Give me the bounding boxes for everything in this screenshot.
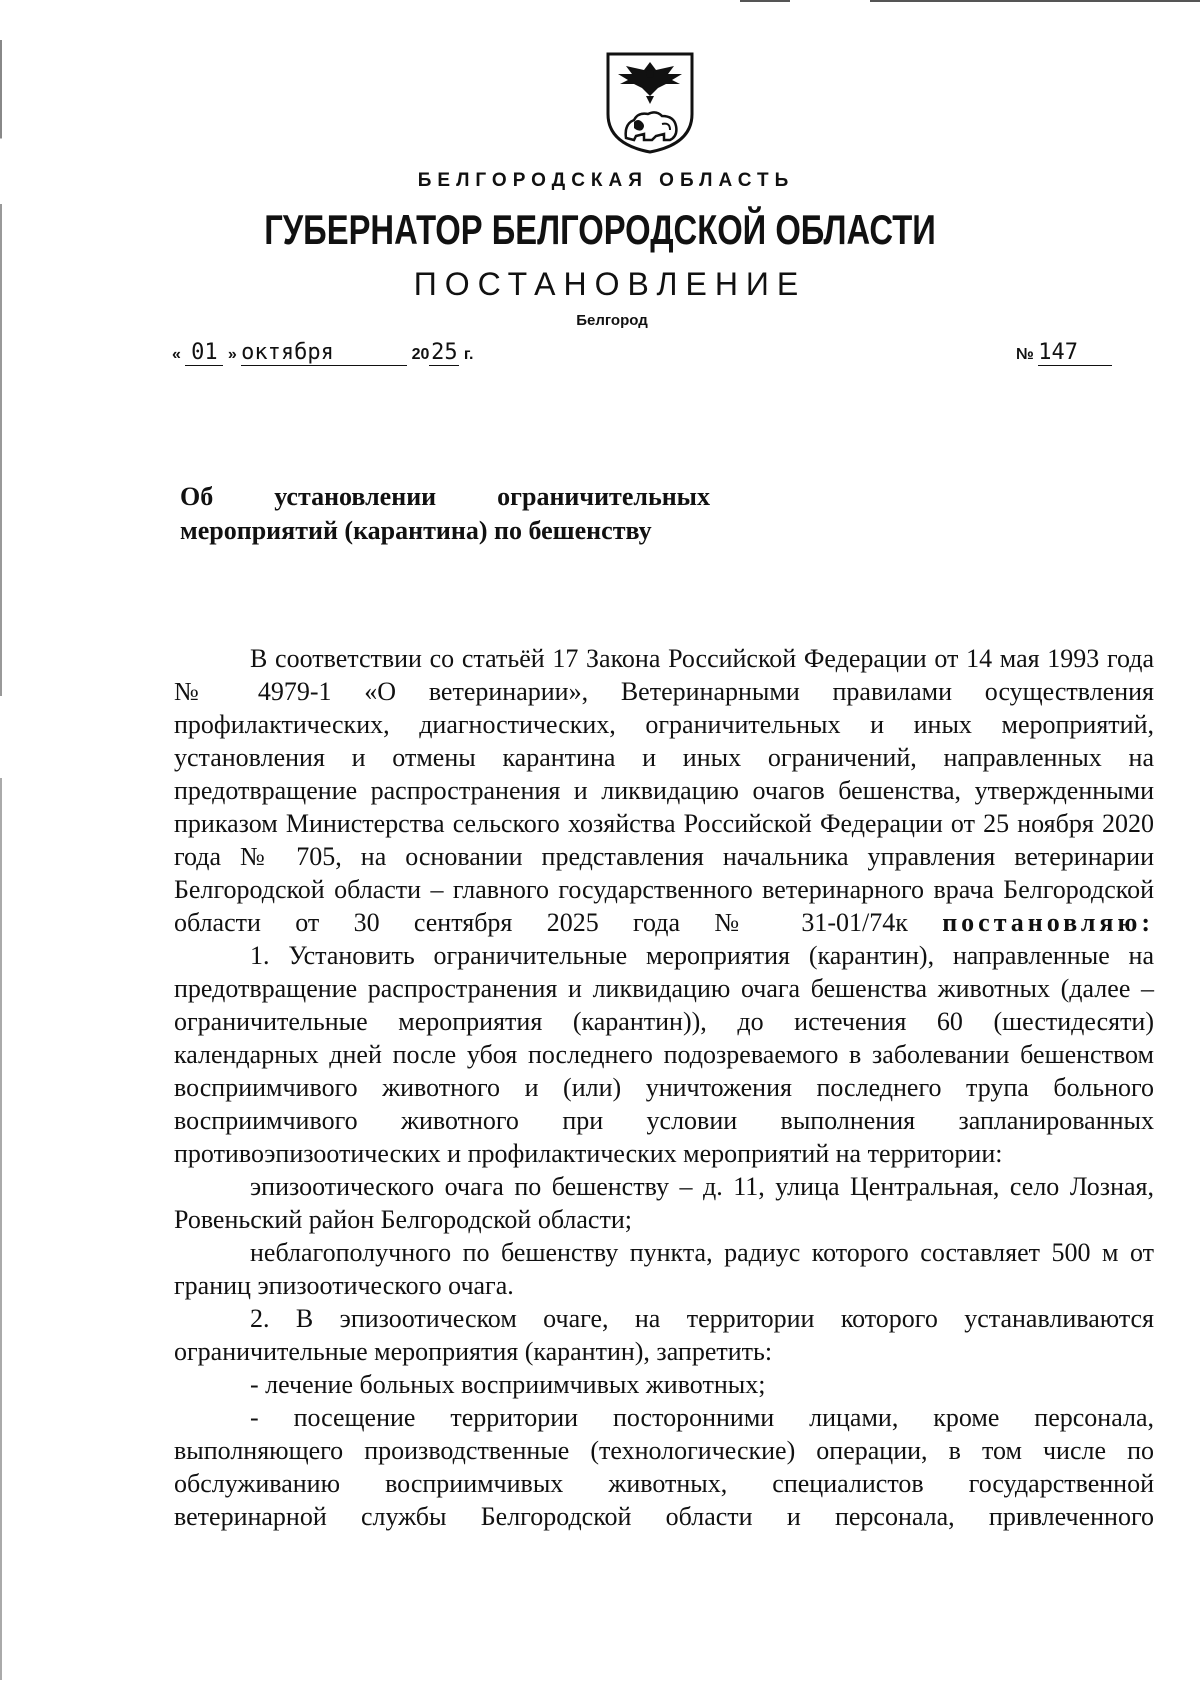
- title-word: установлении: [274, 482, 437, 511]
- document-type: ПОСТАНОВЛЕНИЕ: [413, 266, 807, 302]
- region-name: БЕЛГОРОДСКАЯ ОБЛАСТЬ: [417, 170, 795, 191]
- city-name: Белгород: [576, 312, 648, 329]
- date-year-suffix: 25: [431, 340, 458, 365]
- body-paragraph: - посещение территории посторонними лицами, кроме персонала, выполняющего производственные (технологические) операции, в том числе по обслуживанию восприимчивых животных, специалистов государственной ветеринарной службы Белгородской области и персонала, привлеченного: [174, 1403, 1154, 1531]
- body-paragraph: эпизоотического очага по бешенству – д. 11, улица Центральная, село Лозная, Ровеньский район Белгородской области;: [174, 1172, 1154, 1234]
- scan-top-mark: [740, 0, 790, 2]
- body-paragraph: 2. В эпизоотическом очаге, на территории которого устанавливаются ограничительные мероприятия (карантин), запретить:: [174, 1304, 1154, 1366]
- number-label: №: [1016, 346, 1034, 363]
- date-year-prefix: 20: [411, 346, 430, 363]
- document-title: [180, 480, 710, 548]
- decree-word: постановляю:: [942, 908, 1155, 937]
- date-day: 01: [185, 340, 223, 366]
- number-value: 147: [1038, 340, 1112, 366]
- body-paragraph: [174, 642, 1154, 939]
- coat-of-arms-emblem: [604, 52, 696, 154]
- document-number: [1016, 340, 1112, 370]
- document-date: [172, 340, 473, 370]
- date-month: октября: [241, 340, 407, 366]
- body-paragraph: - лечение больных восприимчивых животных;: [250, 1370, 766, 1399]
- title-word: ограничительных: [497, 482, 710, 511]
- date-close-quote: »: [227, 346, 237, 363]
- document-body: [174, 642, 1154, 1533]
- scan-top-mark: [870, 0, 1200, 2]
- title-word: Об: [180, 482, 214, 511]
- body-paragraph: 1. Установить ограничительные мероприятия (карантин), направленные на предотвращение распространения и ликвидацию очага бешенства животных (далее – ограничительные мероприятия (карантин)), до истечения 60 (шестидесяти) календарных дней после убоя последнего подозреваемого в заболевании бешенством восприимчивого животного и (или) уничтожения последнего трупа больного восприимчивого животного при условии выполнения запланированных противоэпизоотических и профилактических мероприятий на территории:: [174, 941, 1154, 1168]
- date-open-quote: «: [172, 346, 181, 363]
- date-year-mark: г.: [463, 346, 474, 363]
- preamble-text: В соответствии со статьёй 17 Закона Российской Федерации от 14 мая 1993 года № 4979-1 «О ветеринарии», Ветеринарными правилами осуществления профилактических, диагностических, ограничительных и иных мероприятий, установления и отмены карантина и иных ограничений, направленных на предотвращение распространения и ликвидацию очагов бешенства, утвержденными приказом Министерства сельского хозяйства Российской Федерации от 25 ноября 2020 года № 705, на основании представления начальника управления ветеринарии Белгородской области – главного государственного ветеринарного врача Белгородской области от 30 сентября 2025 года № 31-01/74к: [174, 644, 1154, 937]
- issuing-authority: ГУБЕРНАТОР БЕЛГОРОДСКОЙ ОБЛАСТИ: [264, 206, 936, 253]
- title-line-2: мероприятий (карантина) по бешенству: [180, 516, 652, 545]
- body-paragraph: неблагополучного по бешенству пункта, радиус которого составляет 500 м от границ эпизоотического очага.: [174, 1238, 1154, 1300]
